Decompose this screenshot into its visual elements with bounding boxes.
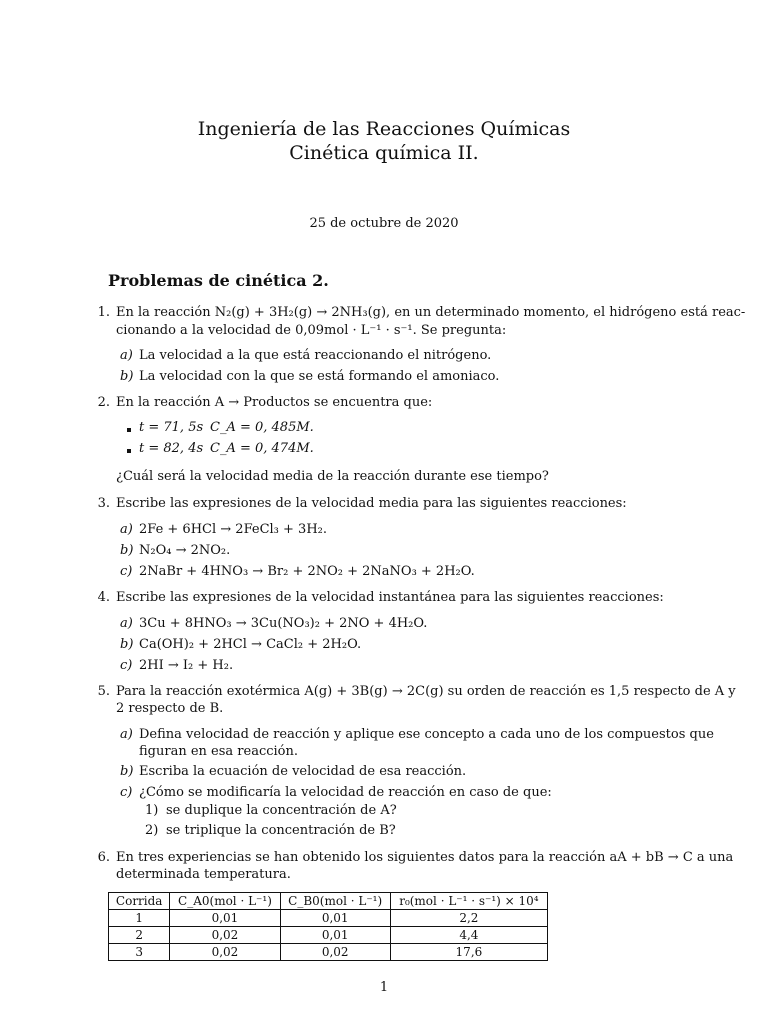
- table-header-row: [109, 893, 548, 910]
- document-date: 25 de octubre de 2020: [309, 216, 459, 231]
- problem-5-item-a: Defina velocidad de reacción y aplique ese concepto a cada uno de los compuestos que: [139, 727, 714, 742]
- problem-3-item-b: N₂O₄ → 2NO₂.: [139, 543, 231, 558]
- title-line-2: Cinética química II.: [289, 142, 479, 164]
- problem-4-item-a-label: a): [120, 616, 133, 631]
- problem-3-item-c-label: c): [120, 564, 133, 579]
- table-cell: 4,4: [390, 927, 547, 944]
- problem-5-item-a-cont: figuran en esa reacción.: [139, 744, 298, 759]
- table-cell: 2: [109, 927, 170, 944]
- table-row: [109, 927, 548, 944]
- document-title: [0, 117, 768, 165]
- problem-4-line-1: Escribe las expresiones de la velocidad instantánea para las siguientes reacciones:: [116, 590, 664, 605]
- problem-6-number: 6.: [97, 850, 110, 865]
- problem-1-item-a-label: a): [120, 348, 133, 363]
- problem-5-item-b-label: b): [120, 764, 134, 779]
- problem-1-item-b: La velocidad con la que se está formando el amoniaco.: [139, 369, 500, 384]
- table-cell: 2,2: [390, 910, 547, 927]
- problem-4-item-b-label: b): [120, 637, 134, 652]
- problem-4-item-c-label: c): [120, 658, 133, 673]
- table-cell: 1: [109, 910, 170, 927]
- problem-2-bullet-2-conc: C_A = 0, 474M.: [210, 441, 314, 456]
- problem-2-line-1: En la reacción A → Productos se encuentra que:: [116, 395, 433, 410]
- page-number: 1: [379, 980, 389, 995]
- problem-5-subitem-1-label: 1): [145, 803, 159, 818]
- bullet-icon: [127, 449, 131, 453]
- table-cell: 0,01: [280, 910, 390, 927]
- problem-3-line-1: Escribe las expresiones de la velocidad media para las siguientes reacciones:: [116, 496, 627, 511]
- problem-3-item-a: 2Fe + 6HCl → 2FeCl₃ + 3H₂.: [139, 522, 327, 537]
- table-header-cell: C_B0(mol · L⁻¹): [280, 893, 390, 910]
- problem-3-item-b-label: b): [120, 543, 134, 558]
- problem-5-number: 5.: [97, 684, 110, 699]
- problem-5-item-c-label: c): [120, 785, 133, 800]
- table-cell: 17,6: [390, 944, 547, 961]
- problem-5-item-b: Escriba la ecuación de velocidad de esa reacción.: [139, 764, 467, 779]
- section-title: Problemas de cinética 2.: [108, 271, 329, 290]
- table-cell: 0,02: [280, 944, 390, 961]
- bullet-icon: [127, 428, 131, 432]
- problem-2-bullet-1-time: t = 71, 5s: [139, 420, 204, 435]
- problem-4-number: 4.: [97, 590, 110, 605]
- title-line-1: Ingeniería de las Reacciones Químicas: [197, 118, 571, 140]
- problem-2-number: 2.: [97, 395, 110, 410]
- problem-1-line-1: En la reacción N₂(g) + 3H₂(g) → 2NH₃(g), en un determinado momento, el hidrógeno está reac-: [116, 305, 746, 320]
- table-header-cell: r₀(mol · L⁻¹ · s⁻¹) × 10⁴: [390, 893, 547, 910]
- problem-5-subitem-2-label: 2): [145, 823, 159, 838]
- problem-5-item-c: ¿Cómo se modificaría la velocidad de reacción en caso de que:: [139, 785, 552, 800]
- table-cell: 0,01: [170, 910, 280, 927]
- problem-1-number: 1.: [97, 305, 110, 320]
- table-cell: 0,01: [280, 927, 390, 944]
- problem-3-item-c: 2NaBr + 4HNO₃ → Br₂ + 2NO₂ + 2NaNO₃ + 2H₂O.: [139, 564, 475, 579]
- problem-4-item-a: 3Cu + 8HNO₃ → 3Cu(NO₃)₂ + 2NO + 4H₂O.: [139, 616, 428, 631]
- problem-6-line-1: En tres experiencias se han obtenido los siguientes datos para la reacción aA + bB → C a una: [116, 850, 734, 865]
- table-header-cell: C_A0(mol · L⁻¹): [170, 893, 280, 910]
- table-cell: 0,02: [170, 944, 280, 961]
- problem-1-line-2: cionando a la velocidad de 0,09mol · L⁻¹ · s⁻¹. Se pregunta:: [116, 323, 507, 338]
- problem-3-item-a-label: a): [120, 522, 133, 537]
- table-cell: 3: [109, 944, 170, 961]
- problem-3-number: 3.: [97, 496, 110, 511]
- problem-1-item-b-label: b): [120, 369, 134, 384]
- problem-5-line-2: 2 respecto de B.: [116, 701, 224, 716]
- problem-2-question: ¿Cuál será la velocidad media de la reacción durante ese tiempo?: [116, 469, 549, 484]
- table-cell: 0,02: [170, 927, 280, 944]
- problem-5-item-a-label: a): [120, 727, 133, 742]
- problem-2-bullet-1-conc: C_A = 0, 485M.: [210, 420, 314, 435]
- data-table: [108, 892, 548, 961]
- problem-2-bullet-2-time: t = 82, 4s: [139, 441, 204, 456]
- problem-4-item-c: 2HI → I₂ + H₂.: [139, 658, 234, 673]
- problem-5-subitem-2: se triplique la concentración de B?: [166, 823, 396, 838]
- problem-5-line-1: Para la reacción exotérmica A(g) + 3B(g) → 2C(g) su orden de reacción es 1,5 respecto de A y: [116, 684, 736, 699]
- table-row: [109, 944, 548, 961]
- table-row: [109, 910, 548, 927]
- problem-5-subitem-1: se duplique la concentración de A?: [166, 803, 397, 818]
- problem-1-item-a: La velocidad a la que está reaccionando el nitrógeno.: [139, 348, 492, 363]
- problem-6-line-2: determinada temperatura.: [116, 867, 291, 882]
- table-header-cell: Corrida: [109, 893, 170, 910]
- problem-4-item-b: Ca(OH)₂ + 2HCl → CaCl₂ + 2H₂O.: [139, 637, 362, 652]
